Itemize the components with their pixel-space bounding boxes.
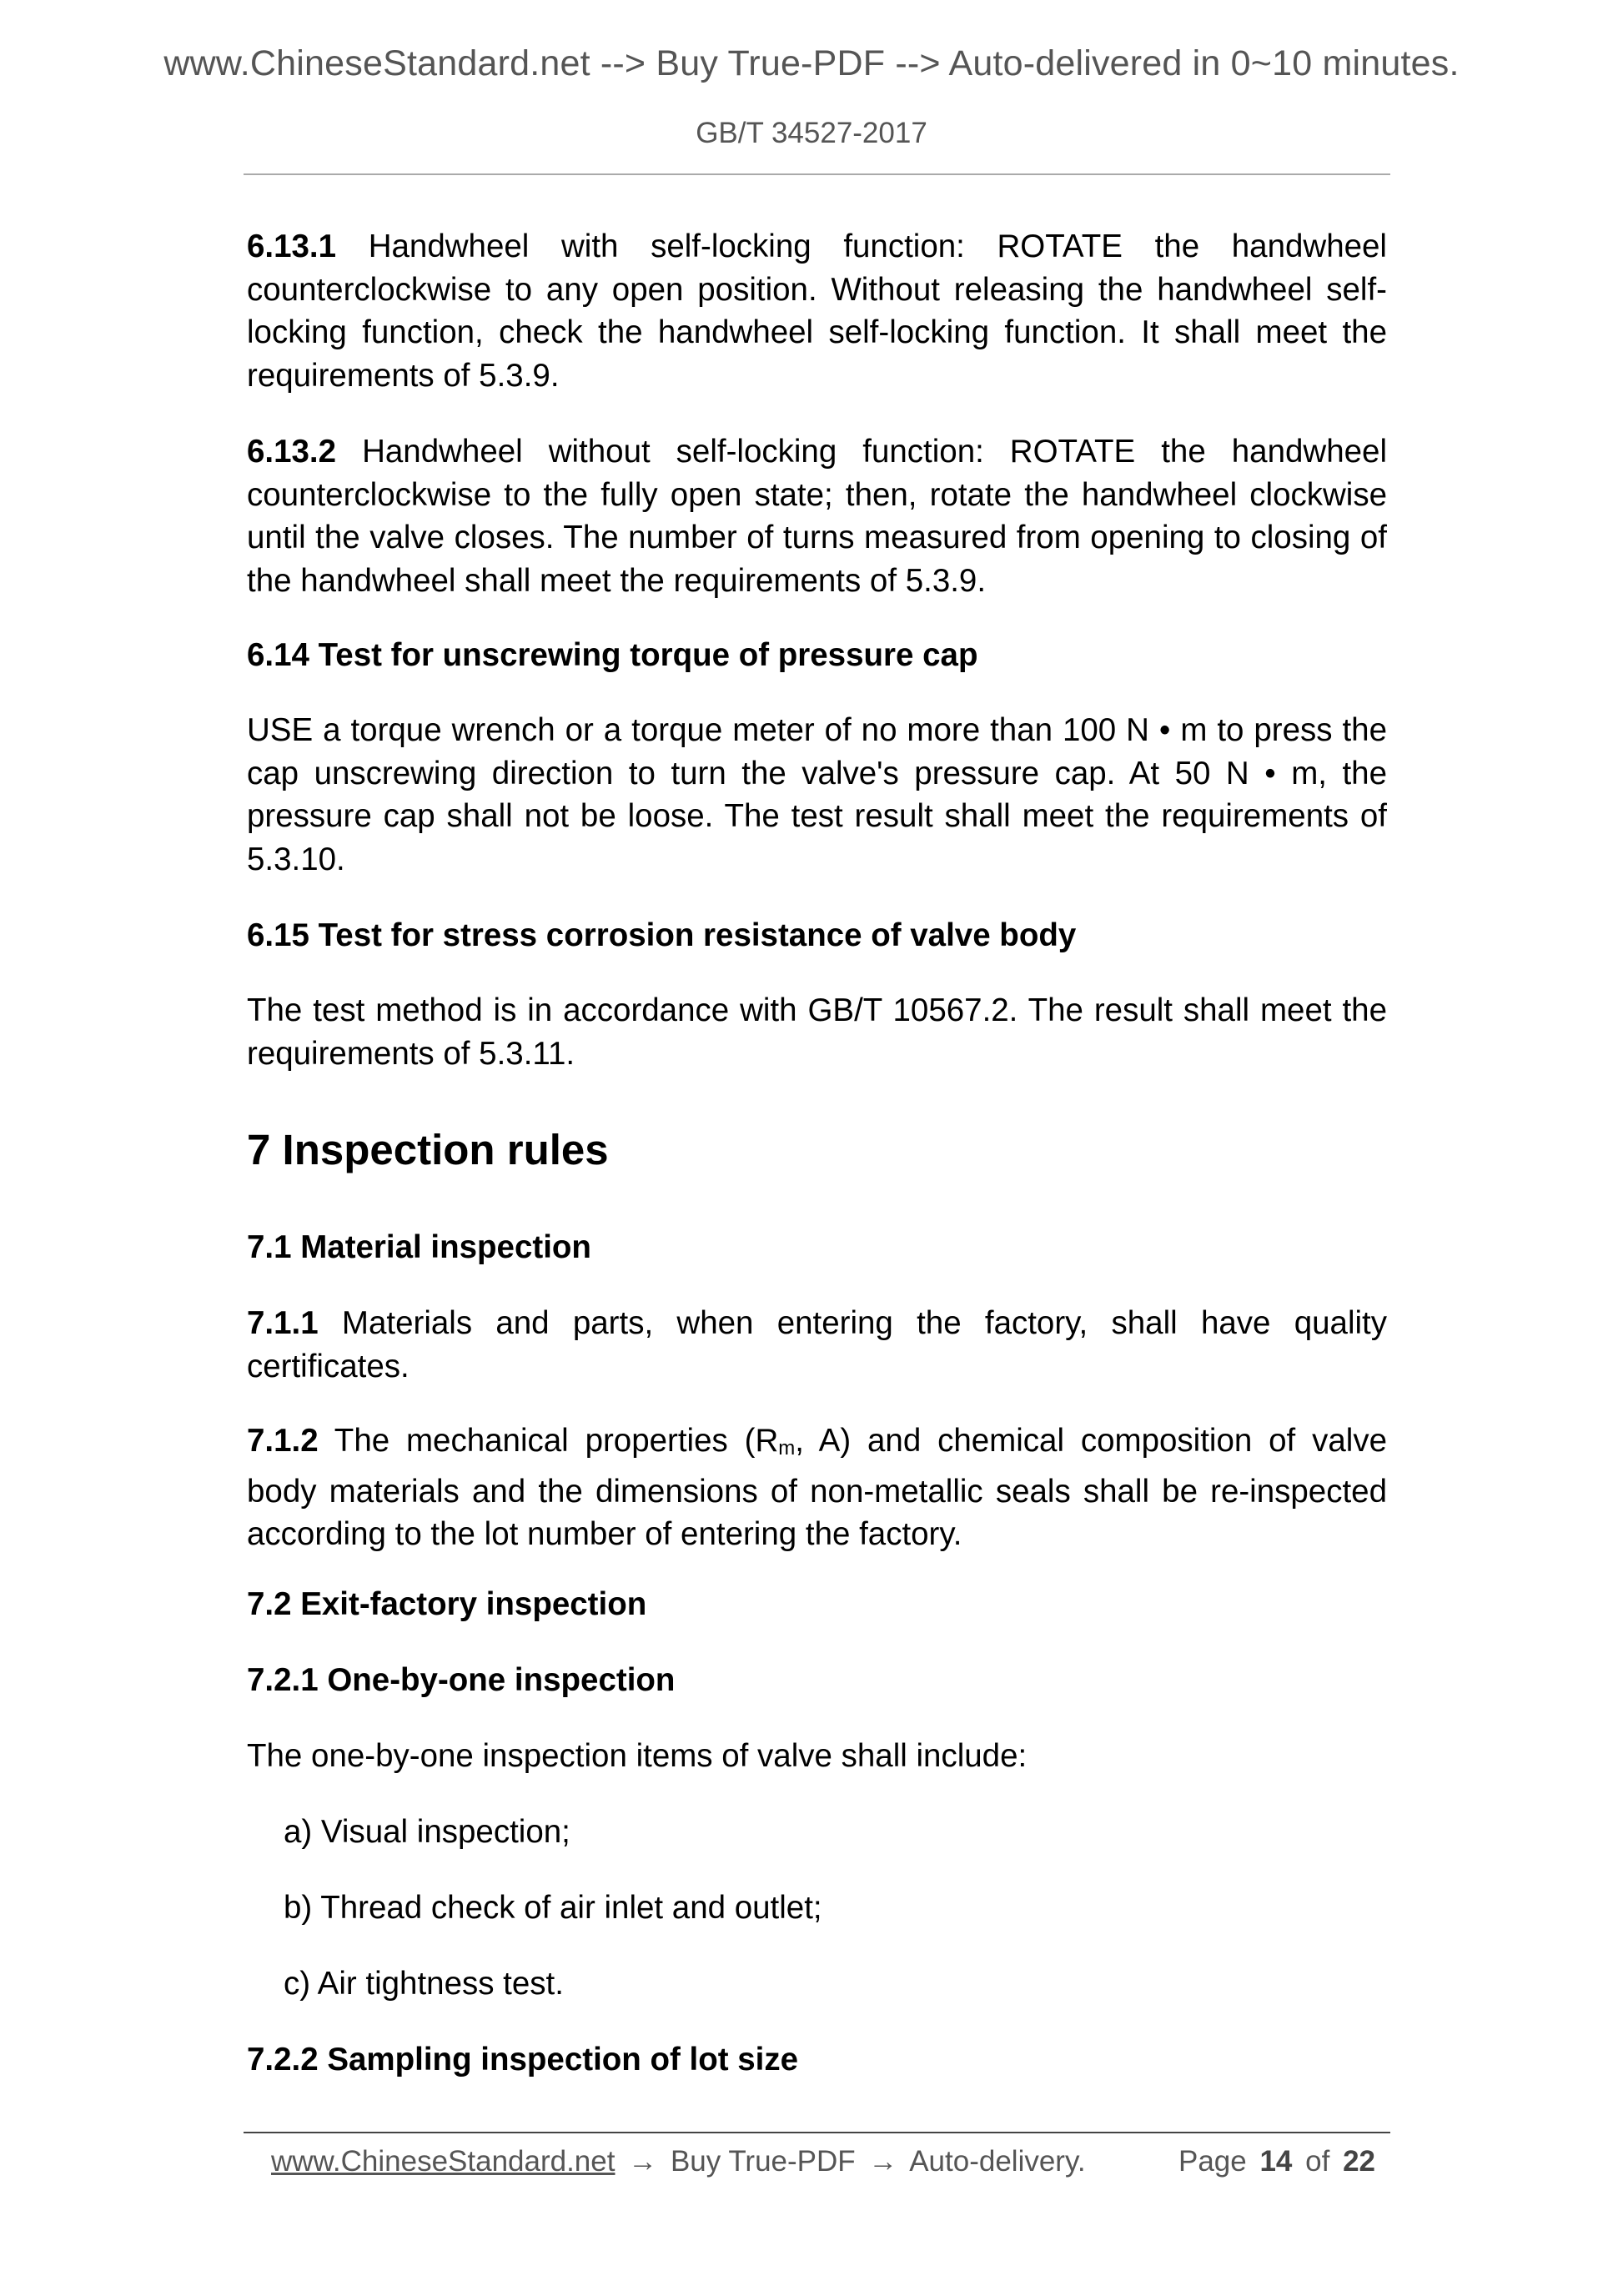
- clause-7-1-1: [247, 1302, 1387, 1388]
- footer-buy-text: Buy True-PDF: [670, 2145, 856, 2178]
- clause-number: 7.1.1: [247, 1305, 319, 1341]
- clause-number: 6.13.2: [247, 434, 337, 470]
- arrow-right-icon: →: [628, 2145, 658, 2178]
- standard-number: GB/T 34527-2017: [696, 117, 927, 149]
- footer-divider: [244, 2132, 1390, 2133]
- page-number: 14: [1259, 2145, 1293, 2178]
- list-item: a) Visual inspection;: [284, 1814, 570, 1850]
- clause-6-13-1: [247, 225, 1387, 397]
- clause-7-1-2: [247, 1419, 1387, 1556]
- arrow-right-icon: →: [868, 2145, 898, 2178]
- clause-6-14-text: USE a torque wrench or a torque meter of no more than 100 N • m to press the cap unscrewing direction to turn the valve's pressure cap. At 50 N • m, the pressure cap shall not be loose. The test result shall meet the requirements of 5.3.10.: [247, 712, 1387, 877]
- clause-number: 7.1.2: [247, 1423, 319, 1459]
- clause-text: Materials and parts, when entering the factory, shall have quality certificates.: [247, 1305, 1387, 1384]
- page-total: 22: [1343, 2145, 1375, 2178]
- heading-7-2-2: 7.2.2 Sampling inspection of lot size: [247, 2042, 799, 2077]
- page-footer: [271, 2137, 1380, 2187]
- clause-number: 6.13.1: [247, 229, 337, 264]
- inspection-intro: The one-by-one inspection items of valve shall include:: [247, 1738, 1028, 1774]
- clause-6-15-text: The test method is in accordance with GB/T 10567.2. The result shall meet the requirements of 5.3.11.: [247, 992, 1387, 1072]
- top-banner: www.ChineseStandard.net --> Buy True-PDF --> Auto-delivered in 0~10 minutes.: [163, 43, 1460, 83]
- page-indicator: [1178, 2137, 1380, 2187]
- page-label: Page: [1178, 2145, 1247, 2178]
- clause-6-13-2: [247, 430, 1387, 602]
- heading-6-14: 6.14 Test for unscrewing torque of pressure cap: [247, 637, 978, 673]
- header-divider: [244, 173, 1390, 175]
- heading-6-15: 6.15 Test for stress corrosion resistance of valve body: [247, 917, 1077, 953]
- list-item: c) Air tightness test.: [284, 1966, 564, 2002]
- footer-auto-text: Auto-delivery.: [909, 2145, 1086, 2178]
- subscript-m: m: [778, 1437, 796, 1459]
- clause-text-a: The mechanical properties (R: [334, 1423, 779, 1459]
- footer-site-link[interactable]: www.ChineseStandard.net: [271, 2145, 616, 2178]
- heading-7-2: 7.2 Exit-factory inspection: [247, 1586, 647, 1622]
- heading-7-1: 7.1 Material inspection: [247, 1229, 591, 1265]
- clause-text-b: , A) and chemical composition of valve body materials and the dimensions of non-metallic seals shall be re-inspected according to the lot number of entering the factory.: [247, 1423, 1387, 1552]
- clause-text: Handwheel without self-locking function: ROTATE the handwheel counterclockwise to the fully open state; then, rotate the handwheel clockwise until the valve closes. The number of turns measured from opening to closing of the handwheel shall meet the requirements of 5.3.9.: [247, 434, 1387, 599]
- of-label: of: [1305, 2145, 1330, 2178]
- chapter-heading-7: 7 Inspection rules: [247, 1126, 609, 1173]
- list-item: b) Thread check of air inlet and outlet;: [284, 1890, 822, 1926]
- clause-text: Handwheel with self-locking function: ROTATE the handwheel counterclockwise to any open position. Without releasing the handwheel self-locking function, check the handwheel self-locking function. It shall meet the requirements of 5.3.9.: [247, 229, 1387, 394]
- heading-7-2-1: 7.2.1 One-by-one inspection: [247, 1662, 676, 1698]
